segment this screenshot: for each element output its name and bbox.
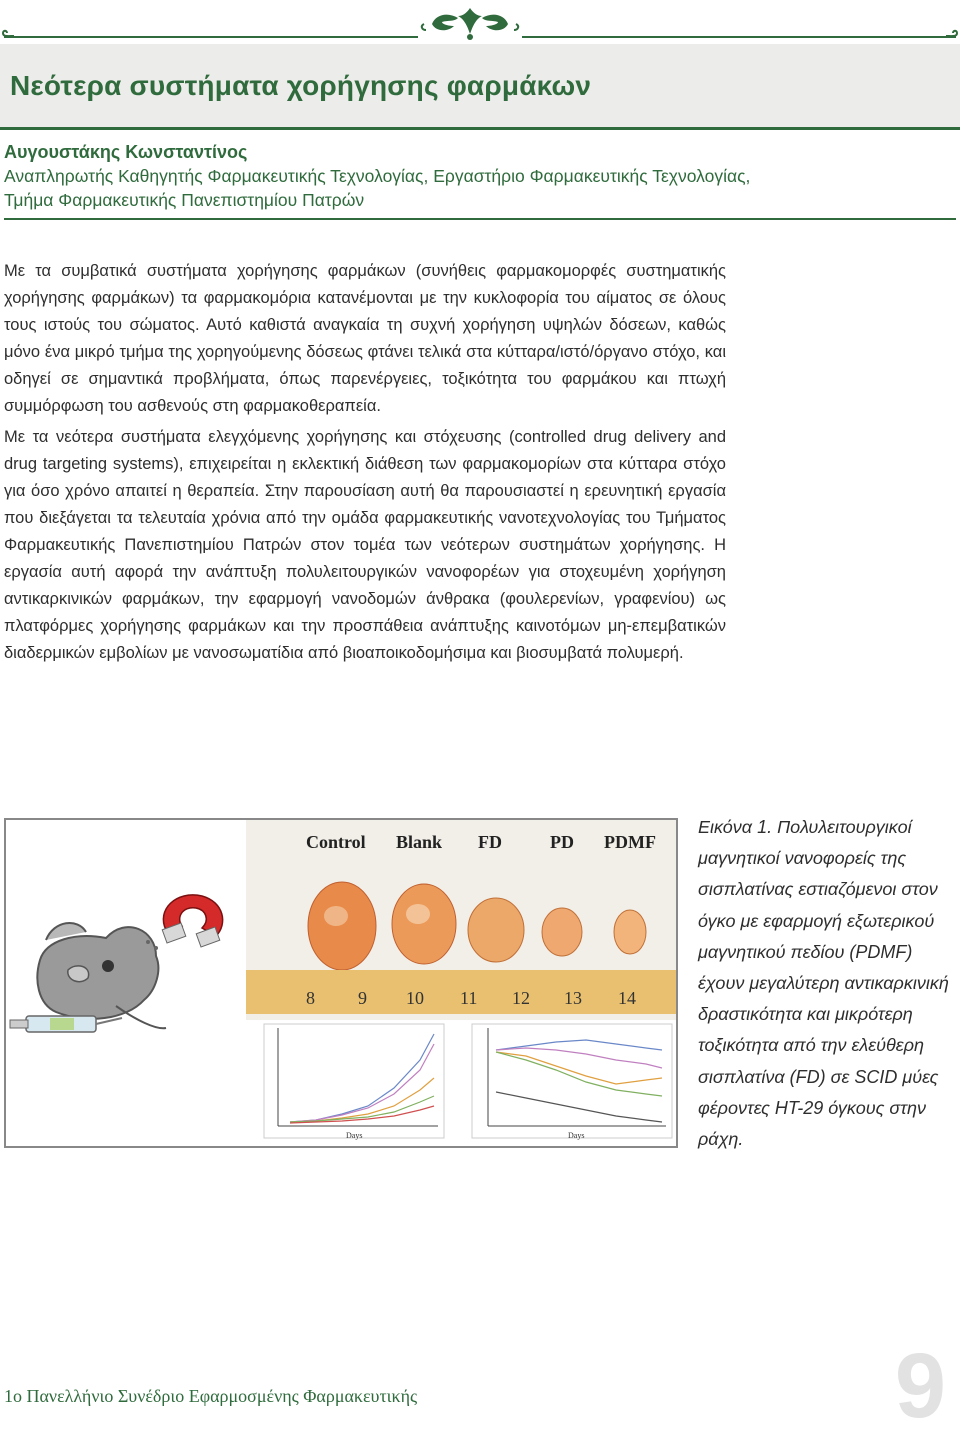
ruler-number-10: 10 <box>406 988 424 1008</box>
left-curl-ornament <box>0 28 16 42</box>
right-plot-xlabel: Days <box>568 1131 585 1140</box>
group-label-control: Control <box>306 832 366 852</box>
mouse-illustration <box>37 923 166 1028</box>
author-name: Αυγουστάκης Κωνσταντίνος <box>4 142 248 162</box>
author-block <box>4 140 954 212</box>
title-band <box>0 44 960 130</box>
page-title: Νεότερα συστήματα χορήγησης φαρμάκων <box>10 70 592 101</box>
group-label-pd: PD <box>550 832 574 852</box>
ruler-number-12: 12 <box>512 988 530 1008</box>
group-label-fd: FD <box>478 832 502 852</box>
tumor-volume-plot <box>264 1024 444 1140</box>
figure-1-image <box>4 818 678 1148</box>
ruler-number-8: 8 <box>306 988 315 1008</box>
article-body <box>4 258 726 671</box>
section-divider <box>4 218 956 220</box>
figure-caption-text: Πολυλειτουργικοί μαγνητικοί νανοφορείς της σισπλατίνας εστιαζόμενοι στον όγκο με εφαρμογή εξωτερικού μαγνητικού πεδίου (PDMF) έχουν μεγαλύτερη αντικαρκινική δραστικότητα και μικρότερη τοξικότητα από την ελεύθερη σισπλατίνα (FD) σε SCID μύες φέροντες HT-29 όγκους στην ράχη. <box>698 817 949 1150</box>
ruler-number-14: 14 <box>618 988 636 1008</box>
ruler-number-13: 13 <box>564 988 582 1008</box>
group-label-pdmf: PDMF <box>604 832 656 852</box>
body-paragraph-2: Με τα νεότερα συστήματα ελεγχόμενης χορήγησης και στόχευσης (controlled drug delivery and drug targeting systems), επιχειρείται η εκλεκτική διάθεση των φαρμακομορίων στα κύτταρα στόχο για όσο χρόνο απαιτεί η θεραπεία. Στην παρουσίαση αυτή θα παρουσιαστεί η ερευνητική εργασία που διεξάγεται τα τελευταία χρόνια από την ομάδα φαρμακευτικής νανοτεχνολογίας του Τμήματος Φαρμακευτικής Πανεπιστημίου Πατρών στον τομέα των νεότερων συστημάτων χορήγησης. Η εργασία αυτή αφορά την ανάπτυξη πολυλειτουργικών νανοφορέων για στοχευμένη χορήγηση αντικαρκινικών φαρμάκων, την εφαρμογή νανοδομών άνθρακα (φουλερενίων, γραφενίου) ως πλατφόρμες χορήγησης φαρμάκων και την προσπάθεια ανάπτυξης καινοτόμων μη-επεμβατικών διαδερμικών εμβολίων με νανοσωματίδια από βιοαποικοδομήσιμα και βιοσυμβατά πολυμερή. <box>4 428 726 662</box>
figure-caption <box>698 812 960 1155</box>
ruler-number-11: 11 <box>460 988 478 1008</box>
group-label-blank: Blank <box>396 832 443 852</box>
floral-ornament-icon <box>418 4 522 44</box>
figure-illustration <box>6 820 676 1146</box>
body-weight-plot <box>472 1024 672 1140</box>
ruler-number-9: 9 <box>358 988 367 1008</box>
page-number: 9 <box>894 1335 946 1437</box>
magnet-icon <box>146 895 223 950</box>
footer-conference-title: 1ο Πανελλήνιο Συνέδριο Εφαρμοσμένης Φαρμακευτικής <box>4 1386 418 1406</box>
right-curl-ornament <box>944 28 960 42</box>
author-affiliation-line1: Αναπληρωτής Καθηγητής Φαρμακευτικής Τεχνολογίας, Εργαστήριο Φαρμακευτικής Τεχνολογίας, <box>4 166 751 186</box>
left-plot-xlabel: Days <box>346 1131 363 1140</box>
figure-caption-label: Εικόνα 1. <box>698 817 773 837</box>
body-paragraph-1: Με τα συμβατικά συστήματα χορήγησης φαρμάκων (συνήθεις φαρμακομορφές συστηματικής χορήγησης φαρμάκων) τα φαρμακομόρια κατανέμονται με την κυκλοφορία του αίματος σε όλους τους ιστούς του σώματος. Αυτό καθιστά αναγκαία τη συχνή χορήγηση υψηλών δόσεων, καθώς μόνο ένα μικρό τμήμα της χορηγούμενης δόσεως φτάνει τελικά στα κύτταρα/ιστό/όργανο στόχο, και οδηγεί σε σημαντικά προβλήματα, όπως παρενέργειες, τοξικότητα του φαρμάκου και πτωχή συμμόρφωση του ασθενούς στη φαρμακοθεραπεία. <box>4 262 726 415</box>
author-affiliation-line2: Τμήμα Φαρμακευτικής Πανεπιστημίου Πατρών <box>4 190 365 210</box>
